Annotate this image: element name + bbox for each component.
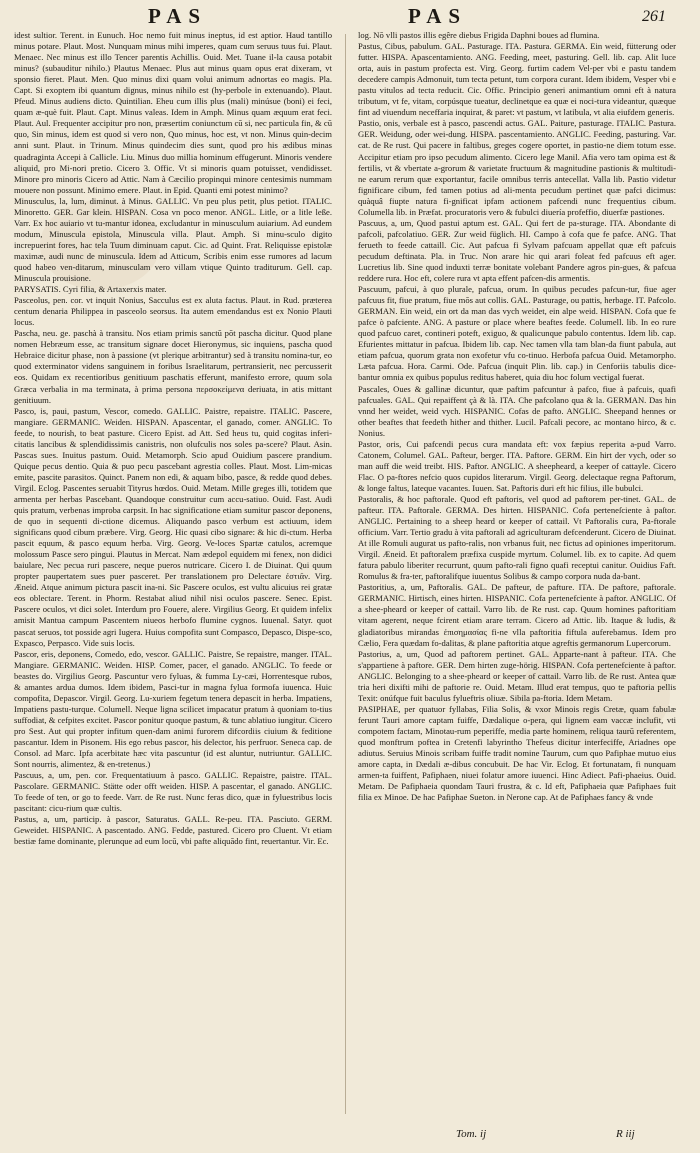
entry-paragraph: Pastor, oris, Cui pafcendi pecus cura mandata eft: vox fæpius reperita a-pud Varro. Catonem, Columel. GAL. Pafteur, berger. ITA. Paftore. GERM. Ein hirt der vych, oder so man auff die weid treibt. HIS. Paftor. ANGLIC. A sheepheard, a keeper of cattayle. Cicero Flac. O pa-ftores nefcio quos cupidos literarum. Virgil. Georg. delectaque regna Paftorum, & longe faltus, lateque vacantes. Iuuen. Sat. Paftoris duri eft hic filius, ille bubulci.	[358, 438, 676, 493]
entry-paragraph: Pastus, a, um, particip. à pascor, Saturatus. GALL. Re-peu. ITA. Pasciuto. GERM. Geweidet. HISPANIC. A pascentado. ANG. Fedde, pastured. Cicero pro Cluent. Vt etiam bestiæ fame dominante, plerunque ad eum locū, vbi pafte aliquādo fint, reuertantur. Vir. Ec.	[14, 814, 332, 847]
entry-paragraph: Pastoritius, a, um, Paftoralis. GAL. De pafteur, de pafture. ITA. De paftore, paftorale. GERMANIC. Hirtisch, eines hirten. HISPANIC. Cofa pertenefciente à paftor. ANGLIC. Of a shee-pheard or keeper of cattail. Varro lib. de Re rust. cap. Quum homines paftoritiam vitam agerent, neque fcirent etiam arare terram. Cicero ad Attic. lib. Itaque & ludis, & gladiatoribus mirandas ἐπισημασίας fi-ne vlla paftoritia fiftula auferebamus. Idem pro Cælio, Fera quædam fo-dalitas, & plane paftoritia atque agreftis germanorum Lupercorum.	[358, 582, 676, 648]
running-header	[0, 4, 700, 28]
entry-paragraph: Pascor, eris, deponens, Comedo, edo, vescor. GALLIC. Paistre, Se repaistre, manger. ITAL. Mangiare. GERMANIC. Weiden. HISP. Comer, pacer, el ganado. ANGLIC. To feede or beastes do. Virgilius Georg. Pascuntur vero fyluas, & fumma Ly-cæi, Horrentesque rubos, & amantes ardua dumos. Idem ibidem, Pasci-tur in magna fylua formofa iuuenca. Huic compofita, Depascor. Virgil. Georg. Lu-xuriem fegetum tenera depascit in herba. Impatiens, Impatiens pastu-turque. Columell. Neque ligna scilicet impacatur pratum à quoniam to-tius suffodiat, & cefpites excitet. Pascor ponitur quoque pastum, & tunc ablatiuo iungitur. Cicero pro Sest. Aut qui propter infitum quen-dam animi furorem difcordiis ciuium & feditione pascantur. Idem in Pisonem. His ego rebus pascor, his delector, his perfruor. Seneca cap. de Consol. ad Marc. Ipfa acerbitate hæc vita pascuntur (id est aluntur, nutriuntur. GALLIC. Sont nourris, alimentez, & en-tretenus.)	[14, 648, 332, 770]
entry-paragraph: Minusculus, la, lum, diminut. à Minus. GALLIC. Vn peu plus petit, plus petiot. ITALIC. Minoretto. GER. Gar klein. HISPAN. Cosa vn poco menor. ANGL. Litle, or a litle leße. Varr. Ex hoc auiario vt tu-mantur idonea, excludantur in minusculum auiarium. Ad eundem modum, Minuscula epistola, Minuscula villa. Plaut. Amph. Si minu-sculo digito increpuerint fores, hac tela Tuum diminuam caput. Cic. ad Quint. Frat. Reliquisse epistolæ maximæ, audi nunc de minuscula. Idem ad Atticum, Scribis enim esse rumores ad lacum quod habeo ven-ditarum, minusculam vero villam vtique Quinto traditurum. Gell. cap. Minuscula prouisione.	[14, 195, 332, 284]
right-column	[358, 30, 676, 1120]
entry-paragraph: Pascuus, a, um, Quod pastui aptum est. GAL. Qui fert de pa-sturage. ITA. Abondante di pafcoli, pafcolatiuo. GER. Zur weid füglich. HI. Campo à cofa que fe pafce. ANG. That ferueth to feede cattaill. Cic. Aut pafcua fi Sylvam pafcuam appellat quæ eft pafcuis pecudum deftinata. Pla. in Truc. Non arare hic qui arari foleat fed pafcuus eft ager. Lucretius lib. Sine quod induxti terræ bonitate volebant Pandere agros pin-gues, & pafcua reddere rura. Hoc eft, colere rura vt apta effent pafcen-dis armentis.	[358, 217, 676, 284]
entry-paragraph: Pascuum, pafcui, à quo plurale, pafcua, orum. In quibus pecudes pafcun-tur, fiue ager pafcuus fit, fiue pratum, fiue mōs aut collis. GAL. Pasturage, ou pattis, herbage. IT. Pafcolo. GERMAN. Ein weid, ein ort da man das vych weidet, ein alpe weid. HISPAN. Cofa que fe pafce ò pafciente. ANG. A pasture or place where beaftes feede. Columell. lib. In eo rure quod pafcuo caret, contineri poteft, exiguo, & qualicunque pabulo contentus. Idem lib. cap. Efurientes mittatur in pafcua. Ibidem lib. cap. Nec tamen vlla tam blan-da fiunt pabula, aut etiam pafcua, quorum grata non exofetur vfu co-tinuo. Herbofa pafcua Ouid. Metamorpho. Læta pafcua. Hora. Carmi. Ode. Pafcua (inquit Plin. lib. cap.) in Cenforiis tabulis dice-bantur omnia ex quibus populus reditus haberet, quia diu hoc folum vectigal fuerat.	[358, 284, 676, 383]
entry-paragraph: Pastoralis, & hoc paftorale. Quod eft paftoris, vel quod ad paftorem per-tinet. GAL. de pafteur. ITA. Paftorale. GERMA. Des hirten. HISPANIC. Cofa perteneſciente à paſtor. ANGLIC. Pertaining to a sheep heard or keeper of cattail. Vt Paftoralis cura, Pa-ftorale officium. Varr. Tertio gradu à vita paftorali ad agriculturam defcenderunt. Cicero de Diuinat. At ille Romuli augurat us pafto-ralis, non vrbanus fuit, nec fictus ad opiniones imperitorum. Virgil. Æneid. Et paftoralem præfixa cuspide myrtum. Columel. lib. ex to capite. Ad quem fatura pabulo liberiter recurrunt, quum pafto-rali figno quafi receptui canitur. Ouidius Faft. Romulus & fra-ter, paftoralifque iuuentus Solibus & campo corpora nuda da-bant.	[358, 493, 676, 582]
entry-paragraph: log. Nō vlli pastos illis egêre diebus Frigida Daphni boues ad flumina.	[358, 30, 600, 40]
entry-paragraph: Pastio, onis, verbale est à pasco, pascendi actus. GAL. Paiture, pasturage. ITALIC. Pastura. GER. Weidung, oder wei-dung. HISPA. pascentamiento. ANGLIC. Feeding, pasturing. Var. cat. de Re rust. Qui pacere in faltibus, greges cogere oportet, in pastio-ne diem totum esse. Accipitur etiam pro ipso pecudum alimento. Cicero lege Manil. Afia vero tam opima est & fertilis, vt & vbertate a-grorum & varietate fructuum & magnitudine pastionis & multitudi-ne earum rerum quæ exportantur, facile omnibus terris antecellat. Valla lib. Pastio videtur fignificare cibum, fed tamen potius ad ali-menta pecudum pertinet quæ pafci dicimus: quàquâ fiupte natura fi-gnificat ipfam actionem pafcendi nunc frequentius cibum. Columella lib. in Præfat. procuratoris vero & fubulci diuería profeffio, diuerfæ pastiones.	[358, 118, 676, 217]
entry-paragraph: Pascales, Oues & gallinæ dicuntur, quæ paftim pafcuntur à pafco, fiue à pafcuis, quafi pafcuales. GAL. Qui repaiffent çà & là. ITA. Che pafcolano qua & la. GERMAN. Das hin vnnd her weidet, weid vych. HISPANIC. Cofas de pafto. ANGLIC. Sheepand hennes or other beaftes that feedeth hither and thither. Lucil. Pafcali pecore, ac montano hirco, & c. Nonius.	[358, 383, 676, 438]
page-number: 261	[642, 8, 666, 25]
entry-paragraph: Pasceolus, pen. cor. vt inquit Nonius, Sacculus est ex aluta factus. Plaut. in Rud. præterea centum denaria Philippea in pasceolo seorsus. Ita autem emendandus est ex Nonio Plauti locus.	[14, 295, 332, 328]
header-left-title: PAS	[148, 4, 208, 28]
entry-paragraph: Pastus, Cibus, pabulum. GAL. Pasturage. ITA. Pastura. GERMA. Ein weid, fütterung oder futter. HISPA. Apascentamiento. ANG. Feeding, meet, pasturing. Gell. lib. cap. Alit luce orta, auis in pastum profecta est. Virg. Georg. furtim cadem Vel-per vbi e pastu tandem decedere campis Admonuit, tum tecta petunt, tum corpora curant. Idem ibidem, Vesper vbi e pastu vitulos ad tecta reducit. Cic. Offic. Principio generi animantium omni eft à natura tributum, vt fe, vitam, corpúsque tueatur, declinetque ea quæ ei noci-tura videantur, quæque fint ad viuendum neceffaria inquirat, & paret: vt pastum, vt latibula, vt alia eiufdem generis.	[358, 41, 676, 118]
signature-mark: R iij	[616, 1128, 635, 1140]
entry-paragraph: Pascuus, a, um, pen. cor. Frequentatiuum à pasco. GALLIC. Repaistre, paistre. ITAL. Pascolare. GERMANIC. Stätte oder offt weiden. HISP. A pascentar, el ganado. ANGLIC. To feede of ten, or go to feede. Varr. de Re rust. Nunc feras dico, quæ in fyluestribus locis pascitant: cicu-rium quæ cultis.	[14, 770, 332, 814]
column-divider	[345, 34, 346, 1114]
left-column	[14, 30, 332, 1120]
entry-paragraph: PARYSATIS. Cyri filia, & Artaxerxis mater.	[14, 284, 167, 295]
volume-marker: Tom. ij	[456, 1128, 487, 1140]
header-right-title: PAS	[408, 4, 468, 28]
entry-paragraph: Pasco, is, paui, pastum, Vescor, comedo. GALLIC. Paistre, repaistre. ITALIC. Pascere, mangiare. GERMANIC. Weiden. HISPAN. Apascentar, el ganado, comer. ANGLIC. To feede, to nourish, to beat pasture. Cicero Epist. ad Att. Sed heus tu, quid cogitas inferi-citatis lancibus & splendidissimis canistris, non olufculis nos soles pa-scere? Plaut. Asin. Pascas sues. Inuitus pastum. Ouid. Metamorph. Scio apud Ouidium pascere prandium. Quique pecus dentio. Quia & puo pecu pascebant agrestia colles. Plaut. Most. Lim-micas emite, pascite parasitos. Quinct. Panem non edi, & aquam bibo, pasce, & redde quod debes. Virgil. Eclog. Pascentes seruabit Tityrus hœdos. Ouid. Metam. Mille greges illi, totidem que armenta per herbas Pascebant. Quandoque construitur cum accu-satiuo. Ouid. Fast. Audi quis pratum, verbenas improba carpsit. In hac significatione etiam sumitur pascor deponens, de quo in sequenti di-ctione dicemus. Aliquando pasco verbum est actiuum, idem significans quod cibum præbere. Virg. Georg. Hic quasi cibo signare: & hic di-ctum. Herba pascit equum, & pasco equum herba. Virg. Georg. Ve-loces Spartæ catulos, acremque molossum Pasce sero pingui. Plautus in Mercat. Nam ædepol equidem mi fenex, non didici baiulare, Nec pecua ruri pascere, neque pueros nutricare. Cicero I. de Diuinat. Qui quum propter paupertatem sues puer pasceret. Per translationem pro Delectare ἐστιᾶν. Virg. Æneid. Atque animum pictura pascit ina-ni. Sic Pascere oculos, est vultu alicuius rei gratæ eos oblectare. Terent. in Phorm. Restabat aliud nihil nisi oculos pascere. Senec. Epist. Pascere oculos, vt dici solet. Interdum pro Fouere, alere. Virgilius Georg. Et quidem infelix amisit Mantua campum Pascentem niueos herbofo flumine cygnos. Iuuenal. Satyr. quot pascat seruos, tot posside agri Iugera. Huius compofita sunt Compasco, Depasco, Dispe-sco, Expasco, Perpasco. Vide suis locis.	[14, 405, 332, 648]
entry-paragraph: Pascha, neu. ge. paschà à transitu. Nos etiam primis sanctū pōt pascha dicitur. Quod plane nomen Hebræum esse, ac transitum signare docet Hieronymus, sic inquiens, pascha quod Hebraice dicitur phase, non à passione (vt plerique arbitrantur) sed à transitu nomina-tur, eo quod exterminator videns sanguinem in foribus Israelitarum, pertransierit, nec percusserit eos. Quidam ex recentioribus genitiuum paschatis efferunt, manifesto errore, quum sola Græca verbalia in ma terminata, à prima persona περσοκείμενα deriuata, in atis mittant genitiuum.	[14, 328, 332, 405]
entry-paragraph: idest sultior. Terent. in Eunuch. Hoc nemo fuit minus ineptus, id est aptior. Haud tantillo minus potare. Plaut. Most. Nunquam minus mihi imperes, quam cum seruus tuus fui. Plaut. Menaec. Nec minus est illo Tencer parentis Achillis. Ouid. Met. Tuane il-la causa potabit minus? (subauditur nihilo.) Plautus Menaec. Plus aut minus quam opus erat dixeram, vt sponsio fieret. Plaut. Men. Quo minus dixi quam volui animum adnortas eo magis. Pla. Capt. Si exoptem ibi quantum dignus, minus nihilo est (hy-perbole in extenuando). Plaut. Pfeud. Minus audiens dicto. Quintilian. Eheu cum illis plus (mali) minúsue (boni) ei feci, quam æ-què fuit. Plaut. Capt. Minus valeas. Idem in Amph. Minus quam æquum erat feci. Plaut. Aul. Frequenter accipitur pro non, præsertim coniunctum cū si, nec particula fin, & cū quo, Sin minus, idem est quod si vero non, Quo minus, hoc est, vt non. Minus quin-decim anni sunt. Plaut. in Trinum. Minus quindecim dies sunt, quod pro his ædibus minas quadraginta Accepi à Callicle. Liu. Minus duo millia hominum effugerunt. Minoris vendere aliquid, pro Mi-nori pretio. Cicero 3. Offic. Vt si minoris quam potuisset, vendidisset. Minore pro minoris Cicero ad Attic. Nam à Cæcilio propinqui minore centesimis nummam mouere non possunt. Minimo emere. Plaut. in Epid. Quanti emi potest minimo?	[14, 30, 332, 195]
entry-paragraph: Pastorius, a, um, Quod ad paftorem pertinet. GAL. Apparte-nant à pafteur. ITA. Che s'appartiene à paftore. GER. Dem hirten zuge-hörig. HISPAN. Cofa pertenefciente à paftor. ANGLIC. Belonging to a shee-pheard or keeper of cattail. Varro lib. de Re rust. Antea quæ tria heri dixifti mihi de paftorie re. Ouid. Metam. Illud erat tempus, quo te paftoria pellis Texit: onúfque fuit baculus fylueftris oliuæ. Sibila pa-ftoria. Idem Metam.	[358, 648, 676, 703]
entry-paragraph: PASIPHAE, per quatuor fyllabas, Filia Solis, & vxor Minois regis Cretæ, quam fabulæ ferunt Tauri amore captam fuiffe, Dædalique o-pera, qui lignem eam vaccæ inclufit, vti compotem factam, Minotau-rum peperiffe, media parte hominem, reliqua taurū referentem, quod monftrum poftea in Cretenfi labyrintho Thefeus dicitur interfeciffe, Ariadnes ope adiutus. Seruius Minois scribam fuiffe tradit nomine Taurum, cum quo Pafiphae mutuo eius amore capta, in Dædali æ-dibus concubuit. De hac Vir. Eclog. Et fortunatam, fi nunquam armen-ta fuiffent, Pafiphaen, niuei folatur amore iuuenci. Hinc Adiect. Pafi-phaeius. Ouid. Metam. De Pafiphaeia quondam Tauri frustra, & c. Id eft, Pafiphaeia quæ Pafiphaes fuit filia ex Minoe. De hac Pafiphae Sueton. in Nerone cap. At de Pafiphaes fancy & vnde	[358, 703, 676, 803]
page-footer	[0, 1128, 700, 1146]
